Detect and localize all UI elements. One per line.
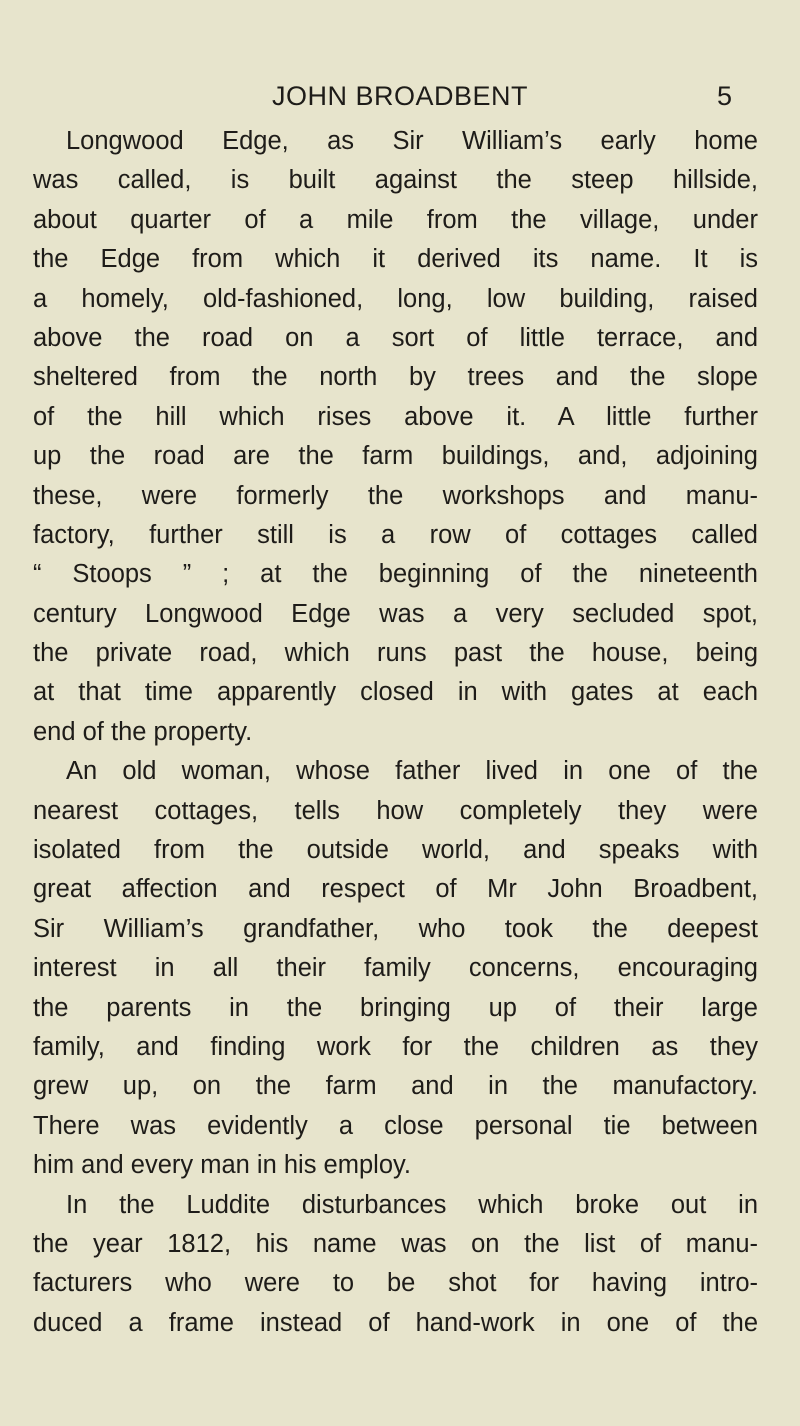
text-line: great affection and respect of Mr John Broadbent, [33, 875, 758, 904]
text-line: In the Luddite disturbances which broke out in [66, 1190, 758, 1219]
text-line: the parents in the bringing up of their large [33, 993, 758, 1022]
text-line: end of the property. [33, 717, 253, 746]
text-line: was called, is built against the steep hillside, [33, 166, 758, 195]
text-line: the year 1812, his name was on the list of manu- [33, 1229, 758, 1258]
text-line: “ Stoops ” ; at the beginning of the nineteenth [33, 560, 758, 589]
text-line: duced a frame instead of hand-work in one of the [33, 1308, 758, 1337]
text-line: him and every man in his employ. [33, 1151, 411, 1180]
text-line: factory, further still is a row of cottages called [33, 520, 758, 549]
text-line: facturers who were to be shot for having intro- [33, 1269, 758, 1298]
running-head-title: JOHN BROADBENT [271, 81, 529, 111]
text-line: a homely, old-fashioned, long, low building, raised [33, 284, 758, 313]
body-text [33, 122, 758, 1343]
text-line: Sir William’s grandfather, who took the deepest [33, 914, 758, 943]
text-line: above the road on a sort of little terrace, and [33, 323, 758, 352]
text-line: There was evidently a close personal tie between [33, 1111, 758, 1140]
text-line: interest in all their family concerns, encouraging [33, 954, 758, 983]
running-head [0, 78, 800, 118]
text-line: An old woman, whose father lived in one of the [66, 757, 758, 786]
text-line: Longwood Edge, as Sir William’s early home [66, 127, 758, 155]
text-line: sheltered from the north by trees and the slope [33, 363, 758, 392]
text-line: family, and finding work for the children as they [33, 1032, 758, 1061]
text-line: century Longwood Edge was a very secluded spot, [33, 599, 758, 628]
text-line: of the hill which rises above it. A little further [33, 402, 758, 431]
text-line: about quarter of a mile from the village, under [33, 205, 758, 234]
text-line: up the road are the farm buildings, and, adjoining [33, 442, 758, 471]
text-line: the Edge from which it derived its name. It is [33, 245, 758, 274]
text-line: the private road, which runs past the house, being [33, 639, 758, 668]
text-line: these, were formerly the workshops and manu- [33, 481, 758, 510]
text-line: at that time apparently closed in with gates at each [33, 678, 758, 707]
text-line: isolated from the outside world, and speaks with [33, 836, 758, 865]
page-number: 5 [716, 81, 732, 111]
text-line: grew up, on the farm and in the manufactory. [33, 1072, 758, 1101]
text-line: nearest cottages, tells how completely they were [33, 796, 758, 825]
